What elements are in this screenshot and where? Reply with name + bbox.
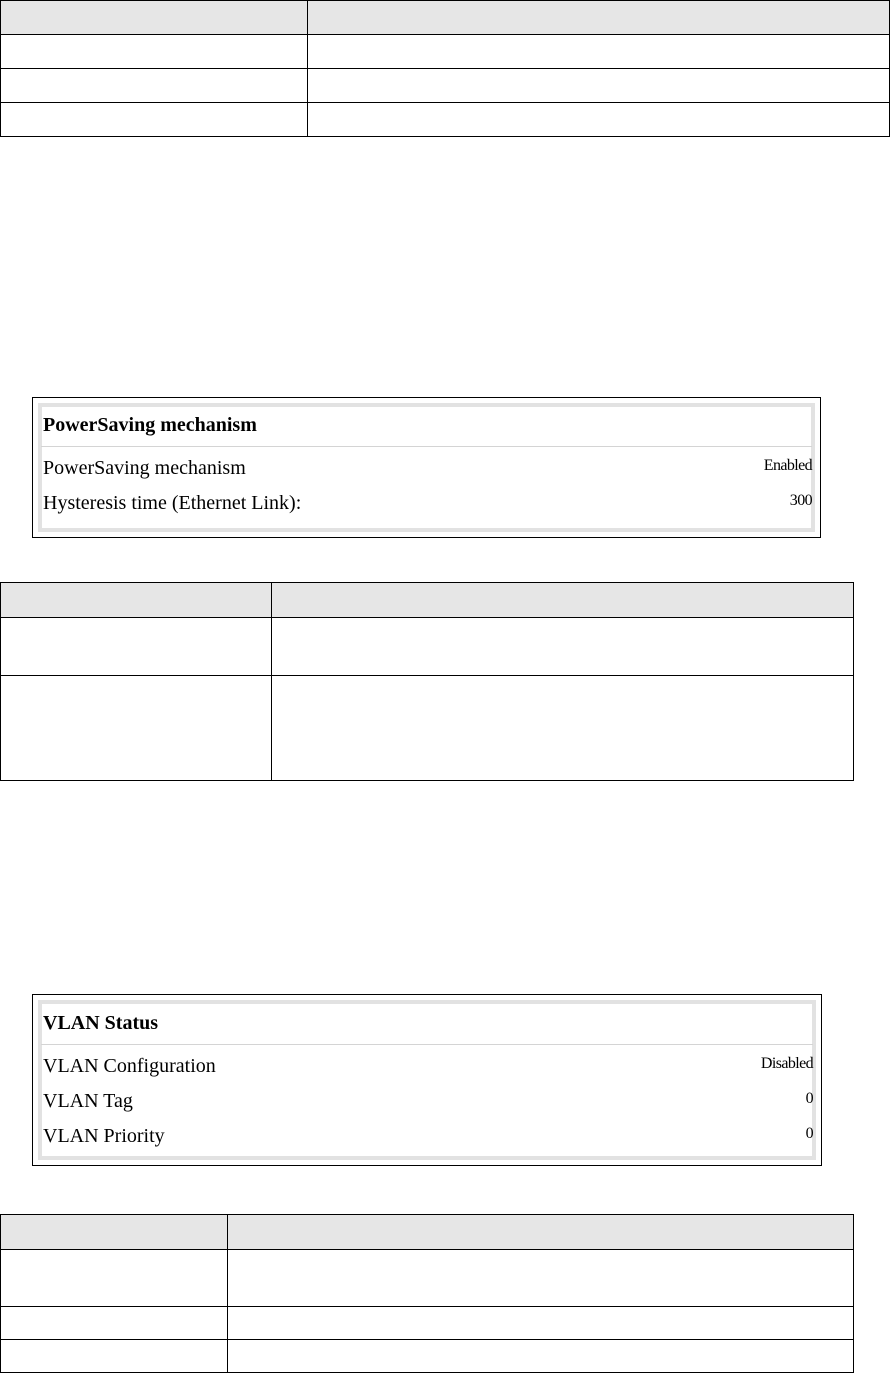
- table-cell: [1, 69, 308, 103]
- table-cell: [228, 1250, 854, 1307]
- vlan-status-panel: [32, 994, 822, 1166]
- vlan-tag-value: 0: [805, 1090, 813, 1107]
- vlan-configuration-label: VLAN Configuration: [43, 1055, 216, 1077]
- table-cell: [1, 1307, 228, 1340]
- table-cell: [308, 69, 890, 103]
- hysteresis-label: Hysteresis time (Ethernet Link):: [43, 492, 302, 514]
- table-cell: [1, 35, 308, 69]
- vlan-tag-label: VLAN Tag: [43, 1090, 133, 1112]
- power-saving-label: PowerSaving mechanism: [43, 457, 246, 479]
- vlan-priority-label: VLAN Priority: [43, 1125, 165, 1147]
- power-saving-value: Enabled: [763, 457, 812, 474]
- bottom-table: [0, 1214, 854, 1373]
- table-cell: [1, 1250, 228, 1307]
- table-cell: [1, 676, 272, 781]
- panel-divider: [41, 1044, 813, 1045]
- table-cell: [1, 618, 272, 676]
- table-header-cell: [228, 1215, 854, 1250]
- panel-divider: [41, 446, 812, 447]
- table-cell: [1, 103, 308, 137]
- table-cell: [228, 1307, 854, 1340]
- vlan-configuration-value: Disabled: [760, 1055, 813, 1072]
- table-header-cell: [1, 1, 308, 35]
- panel-title: PowerSaving mechanism: [43, 414, 257, 436]
- table-cell: [228, 1340, 854, 1373]
- table-cell: [308, 103, 890, 137]
- table-cell: [272, 618, 854, 676]
- table-header-cell: [272, 583, 854, 618]
- middle-table: [0, 582, 854, 781]
- table-cell: [1, 1340, 228, 1373]
- table-header-cell: [1, 1215, 228, 1250]
- hysteresis-value: 300: [789, 492, 812, 509]
- table-header-cell: [1, 583, 272, 618]
- top-table: [0, 0, 890, 137]
- table-cell: [272, 676, 854, 781]
- power-saving-panel: [32, 397, 821, 538]
- panel-title: VLAN Status: [43, 1012, 159, 1034]
- table-cell: [308, 35, 890, 69]
- vlan-priority-value: 0: [805, 1125, 813, 1142]
- table-header-cell: [308, 1, 890, 35]
